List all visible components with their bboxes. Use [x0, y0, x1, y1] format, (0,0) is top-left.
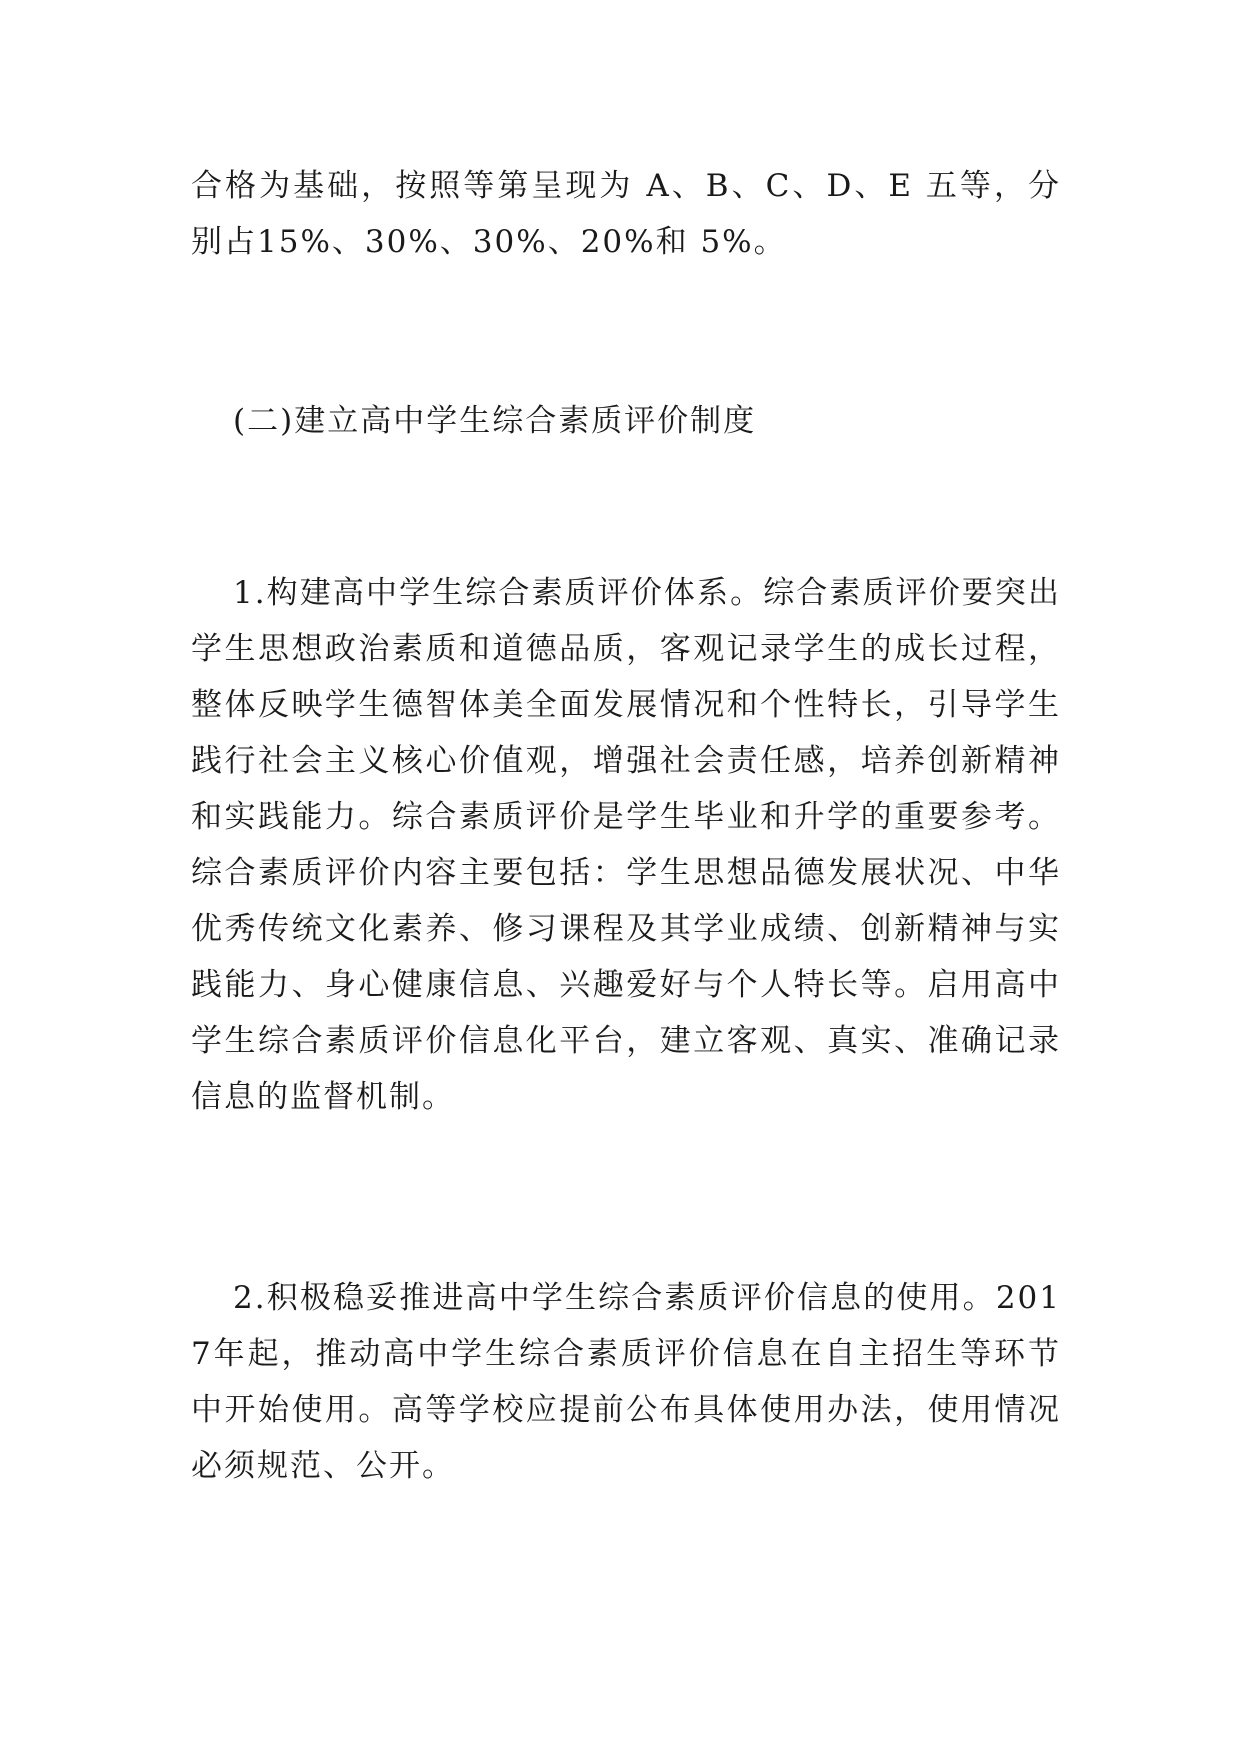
paragraph-evaluation-system: 1.构建高中学生综合素质评价体系。综合素质评价要突出学生思想政治素质和道德品质，客观记录学生的成长过程，整体反映学生德智体美全面发展情况和个性特长，引导学生践行社会主义核心价值观，增强社会责任感，培养创新精神和实践能力。综合素质评价是学生毕业和升学的重要参考。综合素质评价内容主要包括：学生思想品德发展状况、中华优秀传统文化素养、修习课程及其学业成绩、创新精神与实践能力、身心健康信息、兴趣爱好与个人特长等。启用高中学生综合素质评价信息化平台，建立客观、真实、准确记录信息的监督机制。 — [191, 575, 1061, 1115]
paragraph-grading-continuation: 合格为基础，按照等第呈现为 A、B、C、D、E 五等，分别占15%、30%、30%、20%和 5%。 — [191, 168, 1061, 260]
paragraph-evaluation-usage: 2.积极稳妥推进高中学生综合素质评价信息的使用。2017年起，推动高中学生综合素质评价信息在自主招生等环节中开始使用。高等学校应提前公布具体使用办法，使用情况必须规范、公开。 — [191, 1280, 1061, 1484]
section-heading: (二)建立高中学生综合素质评价制度 — [233, 403, 757, 439]
